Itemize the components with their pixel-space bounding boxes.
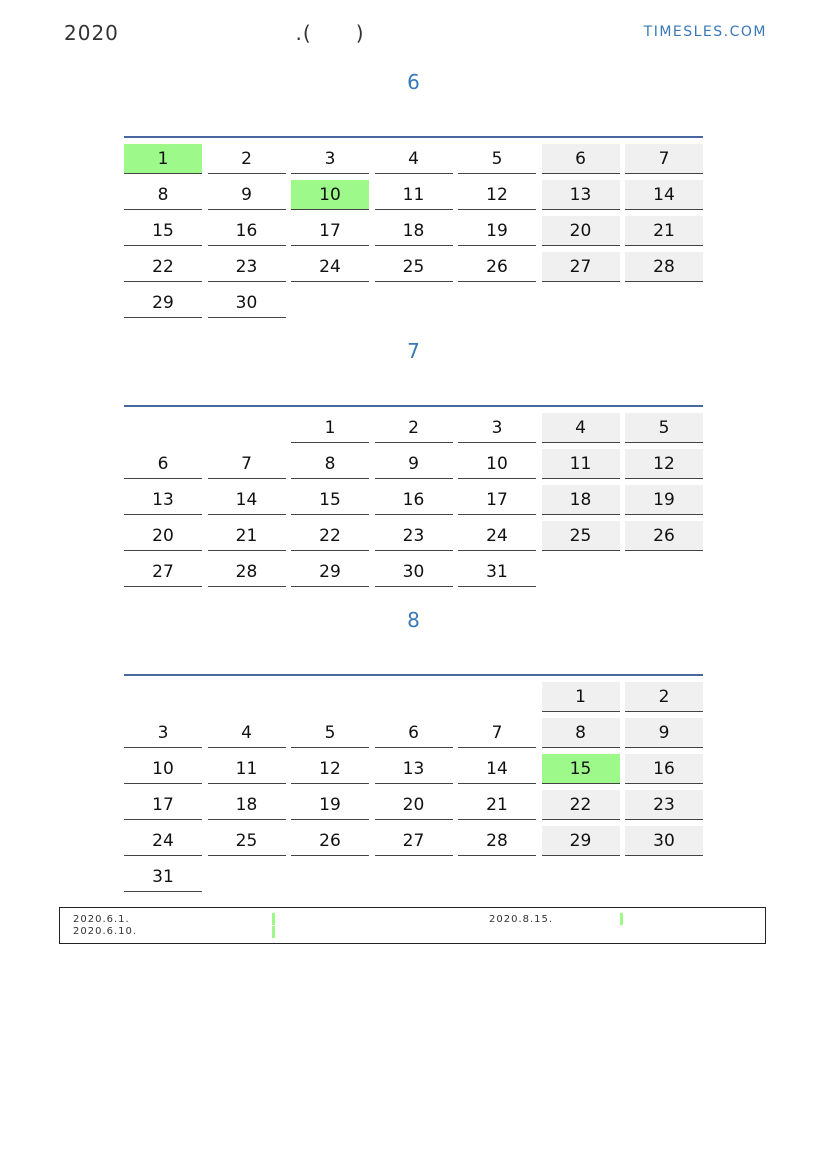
day-cell: 19 <box>625 485 703 515</box>
day-cell: 25 <box>208 826 286 856</box>
day-cell: 19 <box>291 790 369 820</box>
legend-entry-2: 2020.6.10. <box>73 926 138 937</box>
day-cell: 5 <box>291 718 369 748</box>
day-cell: 10 <box>124 754 202 784</box>
day-cell: 14 <box>208 485 286 515</box>
day-cell: 11 <box>375 180 453 210</box>
day-cell: 2 <box>625 682 703 712</box>
day-cell: 16 <box>375 485 453 515</box>
day-cell: 26 <box>291 826 369 856</box>
legend-entry-1: 2020.6.1. <box>73 914 130 925</box>
day-cell: 30 <box>375 557 453 587</box>
day-cell: 5 <box>458 144 536 174</box>
day-cell: 20 <box>375 790 453 820</box>
day-cell: 9 <box>375 449 453 479</box>
day-cell: 1 <box>124 144 202 174</box>
day-cell: 13 <box>124 485 202 515</box>
day-cell: 16 <box>208 216 286 246</box>
day-cell: 23 <box>208 252 286 282</box>
day-cell: 11 <box>542 449 620 479</box>
day-cell: 28 <box>458 826 536 856</box>
month-title: 7 <box>407 339 420 363</box>
day-cell: 6 <box>124 449 202 479</box>
day-cell: 2 <box>208 144 286 174</box>
site-link[interactable]: TIMESLES.COM <box>643 24 767 40</box>
day-cell: 10 <box>458 449 536 479</box>
day-cell: 28 <box>208 557 286 587</box>
day-cell: 27 <box>375 826 453 856</box>
day-cell: 27 <box>542 252 620 282</box>
day-cell: 1 <box>291 413 369 443</box>
legend-marker-2 <box>272 926 275 938</box>
day-cell: 12 <box>625 449 703 479</box>
day-cell: 15 <box>542 754 620 784</box>
day-cell: 13 <box>542 180 620 210</box>
day-cell: 22 <box>291 521 369 551</box>
day-cell: 22 <box>124 252 202 282</box>
day-cell: 20 <box>542 216 620 246</box>
day-cell: 17 <box>458 485 536 515</box>
day-cell: 29 <box>291 557 369 587</box>
day-cell: 19 <box>458 216 536 246</box>
day-cell: 23 <box>375 521 453 551</box>
day-cell: 17 <box>124 790 202 820</box>
day-cell: 8 <box>291 449 369 479</box>
day-cell: 12 <box>458 180 536 210</box>
day-cell: 30 <box>208 288 286 318</box>
day-cell: 26 <box>458 252 536 282</box>
day-cell: 8 <box>542 718 620 748</box>
day-cell: 7 <box>208 449 286 479</box>
day-cell: 3 <box>458 413 536 443</box>
day-cell: 30 <box>625 826 703 856</box>
day-cell: 14 <box>458 754 536 784</box>
day-cell: 16 <box>625 754 703 784</box>
holiday-legend <box>59 907 766 944</box>
day-cell: 18 <box>208 790 286 820</box>
day-cell: 18 <box>375 216 453 246</box>
day-cell: 7 <box>458 718 536 748</box>
day-cell: 8 <box>124 180 202 210</box>
day-cell: 24 <box>458 521 536 551</box>
day-cell: 4 <box>208 718 286 748</box>
day-cell: 18 <box>542 485 620 515</box>
day-cell: 9 <box>625 718 703 748</box>
day-cell: 21 <box>458 790 536 820</box>
day-cell: 6 <box>542 144 620 174</box>
day-cell: 7 <box>625 144 703 174</box>
day-cell: 6 <box>375 718 453 748</box>
day-cell: 3 <box>124 718 202 748</box>
day-cell: 12 <box>291 754 369 784</box>
day-cell: 11 <box>208 754 286 784</box>
month-rule <box>124 674 703 676</box>
month-title: 8 <box>407 608 420 632</box>
day-cell: 2 <box>375 413 453 443</box>
day-cell: 31 <box>458 557 536 587</box>
day-cell: 25 <box>542 521 620 551</box>
day-cell: 28 <box>625 252 703 282</box>
day-cell: 17 <box>291 216 369 246</box>
legend-marker-1 <box>272 913 275 925</box>
day-cell: 15 <box>124 216 202 246</box>
day-cell: 20 <box>124 521 202 551</box>
day-cell: 3 <box>291 144 369 174</box>
day-cell: 5 <box>625 413 703 443</box>
day-cell: 4 <box>375 144 453 174</box>
legend-entry-3: 2020.8.15. <box>489 914 554 925</box>
day-cell: 31 <box>124 862 202 892</box>
day-cell: 24 <box>124 826 202 856</box>
day-cell: 1 <box>542 682 620 712</box>
day-cell: 4 <box>542 413 620 443</box>
day-cell: 10 <box>291 180 369 210</box>
day-cell: 21 <box>625 216 703 246</box>
day-cell: 21 <box>208 521 286 551</box>
month-title: 6 <box>407 70 420 94</box>
legend-marker-3 <box>620 913 623 925</box>
day-cell: 9 <box>208 180 286 210</box>
month-rule <box>124 136 703 138</box>
day-cell: 13 <box>375 754 453 784</box>
month-rule <box>124 405 703 407</box>
day-cell: 15 <box>291 485 369 515</box>
page-title: 2020 .( ) <box>64 21 365 45</box>
day-cell: 29 <box>542 826 620 856</box>
day-cell: 23 <box>625 790 703 820</box>
day-cell: 29 <box>124 288 202 318</box>
day-cell: 25 <box>375 252 453 282</box>
day-cell: 14 <box>625 180 703 210</box>
day-cell: 26 <box>625 521 703 551</box>
day-cell: 27 <box>124 557 202 587</box>
day-cell: 24 <box>291 252 369 282</box>
day-cell: 22 <box>542 790 620 820</box>
